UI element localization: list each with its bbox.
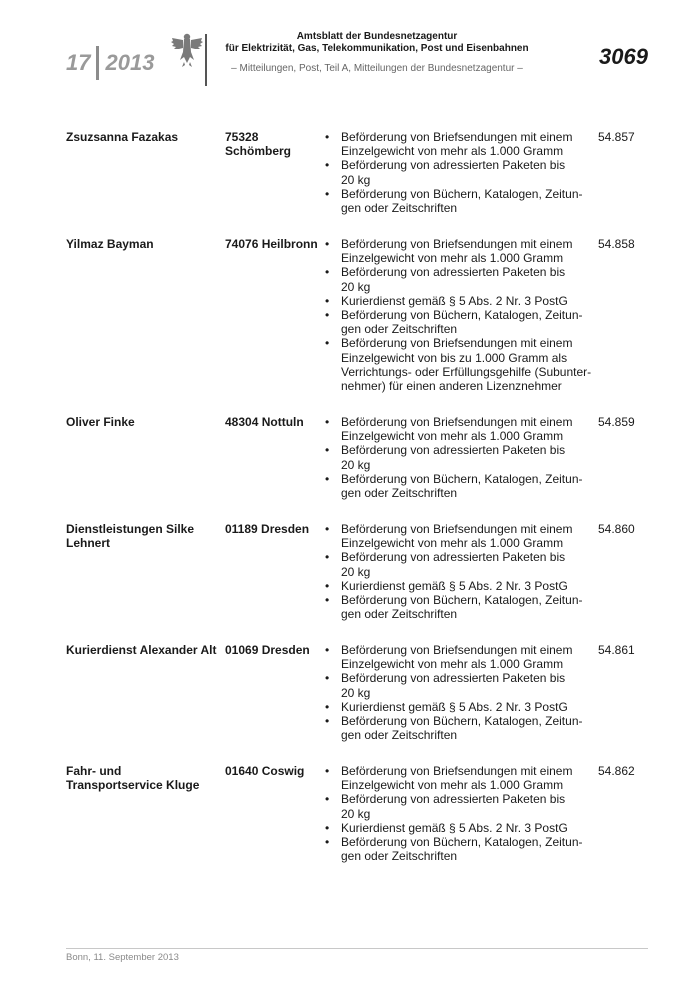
issue-number: 17 <box>66 50 91 75</box>
service-item: • Beförderung von adressierten Paketen bis 20 kg <box>324 792 592 820</box>
service-list <box>324 130 592 215</box>
page-header <box>0 0 700 100</box>
service-list <box>324 764 592 863</box>
license-entry <box>0 643 700 764</box>
licensee-place: 75328 Schömberg <box>225 130 292 159</box>
emblem-divider <box>205 34 207 86</box>
licensee-name: Yilmaz Bayman <box>66 237 154 251</box>
license-number: 54.857 <box>598 130 635 144</box>
licensee-name: Kurierdienst Alexander Alt <box>66 643 217 657</box>
license-number: 54.858 <box>598 237 635 251</box>
licensee-place: 01069 Dresden <box>225 643 310 657</box>
service-item: • Beförderung von adressierten Paketen bis 20 kg <box>324 671 592 699</box>
issue-divider <box>96 46 99 80</box>
service-item: • Kurierdienst gemäß § 5 Abs. 2 Nr. 3 PostG <box>324 821 592 835</box>
service-item: • Beförderung von Büchern, Katalogen, Zeitun- gen oder Zeitschriften <box>324 593 592 621</box>
service-list <box>324 415 592 500</box>
license-number: 54.862 <box>598 764 635 778</box>
service-item: • Kurierdienst gemäß § 5 Abs. 2 Nr. 3 PostG <box>324 294 592 308</box>
service-item: • Beförderung von Briefsendungen mit einem Einzelgewicht von mehr als 1.000 Gramm <box>324 237 592 265</box>
publication-title-block <box>214 31 540 75</box>
service-item: • Beförderung von Büchern, Katalogen, Zeitun- gen oder Zeitschriften <box>324 472 592 500</box>
service-list <box>324 237 592 393</box>
service-item: • Beförderung von Büchern, Katalogen, Zeitun- gen oder Zeitschriften <box>324 714 592 742</box>
service-item: • Beförderung von adressierten Paketen bis 20 kg <box>324 550 592 578</box>
service-item: • Beförderung von Büchern, Katalogen, Zeitun- gen oder Zeitschriften <box>324 187 592 215</box>
publication-title-line2: für Elektrizität, Gas, Telekommunikation, Post und Eisenbahnen <box>225 42 529 54</box>
service-item: • Beförderung von Briefsendungen mit einem Einzelgewicht von bis zu 1.000 Gramm als Verrichtungs- oder Erfüllungsgehilfe (Subunter- nehmer) für einen anderen Lizenznehmer <box>324 336 592 393</box>
license-entry <box>0 237 700 415</box>
license-entry <box>0 130 700 237</box>
footer-divider <box>66 948 648 949</box>
licensee-place: 48304 Nottuln <box>225 415 304 429</box>
service-item: • Beförderung von Briefsendungen mit einem Einzelgewicht von mehr als 1.000 Gramm <box>324 415 592 443</box>
service-list <box>324 522 592 621</box>
licensee-place: 01640 Coswig <box>225 764 305 778</box>
service-item: • Beförderung von Büchern, Katalogen, Zeitun- gen oder Zeitschriften <box>324 308 592 336</box>
issue-year: 2013 <box>105 50 155 75</box>
licensee-place: 74076 Heilbronn <box>225 237 318 251</box>
federal-eagle-icon <box>170 30 204 68</box>
licensee-name: Oliver Finke <box>66 415 135 429</box>
license-list <box>0 130 700 864</box>
footer-date: Bonn, 11. September 2013 <box>66 952 179 963</box>
service-item: • Beförderung von adressierten Paketen bis 20 kg <box>324 158 592 186</box>
service-item: • Beförderung von Briefsendungen mit einem Einzelgewicht von mehr als 1.000 Gramm <box>324 130 592 158</box>
service-item: • Beförderung von Briefsendungen mit einem Einzelgewicht von mehr als 1.000 Gramm <box>324 522 592 550</box>
service-item: • Beförderung von Briefsendungen mit einem Einzelgewicht von mehr als 1.000 Gramm <box>324 643 592 671</box>
issue-label <box>66 46 154 80</box>
licensee-name: Fahr- und Transportservice Kluge <box>66 764 200 793</box>
service-item: • Beförderung von adressierten Paketen bis 20 kg <box>324 443 592 471</box>
license-entry <box>0 764 700 864</box>
page-number: 3069 <box>599 44 648 69</box>
licensee-place: 01189 Dresden <box>225 522 310 536</box>
license-number: 54.861 <box>598 643 635 657</box>
service-item: • Beförderung von Büchern, Katalogen, Zeitun- gen oder Zeitschriften <box>324 835 592 863</box>
licensee-name: Zsuzsanna Fazakas <box>66 130 179 144</box>
license-number: 54.859 <box>598 415 635 429</box>
license-entry <box>0 415 700 522</box>
publication-title: Amtsblatt der Bundesnetzagentur <box>296 31 458 42</box>
service-list <box>324 643 592 742</box>
service-item: • Beförderung von Briefsendungen mit einem Einzelgewicht von mehr als 1.000 Gramm <box>324 764 592 792</box>
license-entry <box>0 522 700 643</box>
service-item: • Kurierdienst gemäß § 5 Abs. 2 Nr. 3 PostG <box>324 700 592 714</box>
service-item: • Beförderung von adressierten Paketen bis 20 kg <box>324 265 592 293</box>
licensee-name: Dienstleistungen Silke Lehnert <box>66 522 195 551</box>
publication-subtitle: – Mitteilungen, Post, Teil A, Mitteilungen der Bundesnetzagentur – <box>231 63 523 74</box>
service-item: • Kurierdienst gemäß § 5 Abs. 2 Nr. 3 PostG <box>324 579 592 593</box>
license-number: 54.860 <box>598 522 635 536</box>
